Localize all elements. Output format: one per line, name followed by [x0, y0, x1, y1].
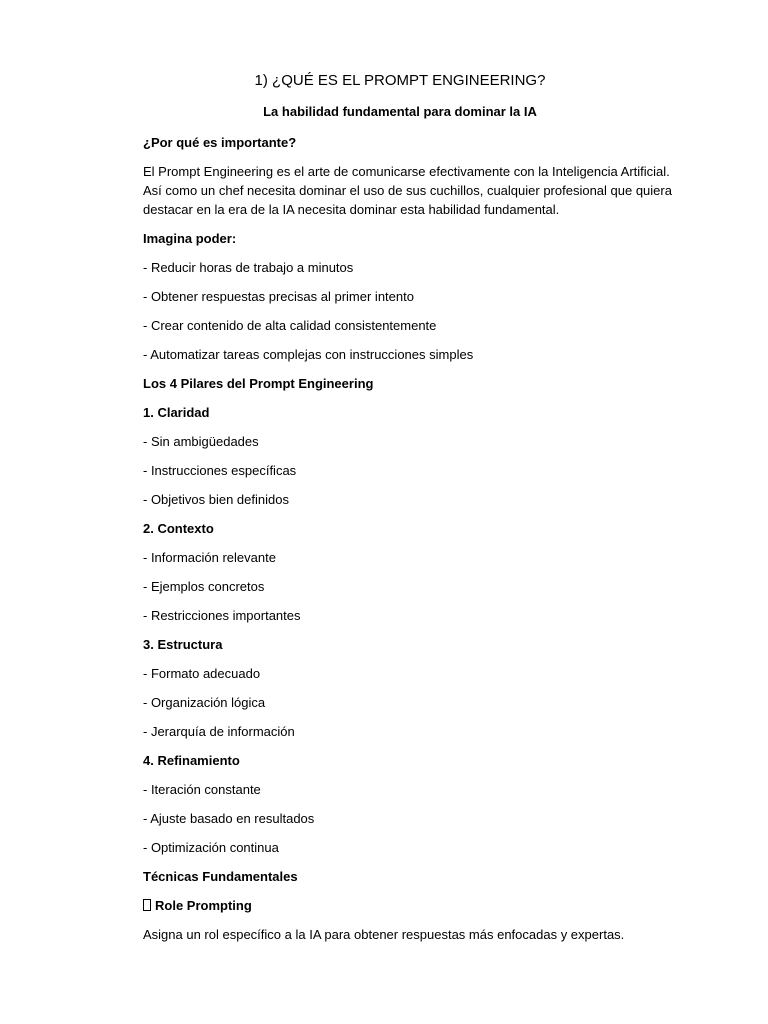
- why-heading: ¿Por qué es importante?: [143, 135, 297, 150]
- missing-glyph-icon: [143, 899, 151, 911]
- pillar-item: - Jerarquía de información: [143, 724, 295, 739]
- imagine-item: - Crear contenido de alta calidad consistentemente: [143, 318, 437, 333]
- page-title: 1) ¿QUÉ ES EL PROMPT ENGINEERING?: [254, 72, 546, 89]
- pillar-item: - Ajuste basado en resultados: [143, 811, 315, 826]
- pillars-heading: Los 4 Pilares del Prompt Engineering: [143, 376, 374, 391]
- techniques-heading: Técnicas Fundamentales: [143, 869, 298, 884]
- pillar-item: - Optimización continua: [143, 840, 279, 855]
- pillar-item: - Instrucciones específicas: [143, 463, 297, 478]
- pillar-item: - Formato adecuado: [143, 666, 261, 681]
- pillar-item: - Sin ambigüedades: [143, 434, 259, 449]
- role-prompting-heading-row: [143, 896, 683, 915]
- pillar-item: - Iteración constante: [143, 782, 261, 797]
- pillar-item: - Restricciones importantes: [143, 608, 301, 623]
- pillar-heading-refinamiento: 4. Refinamiento: [143, 753, 240, 768]
- intro-paragraph: El Prompt Engineering es el arte de comunicarse efectivamente con la Inteligencia Artificial. Así como un chef necesita dominar el uso de sus cuchillos, cualquier profesional que quiera destacar en la era de la IA necesita dominar esta habilidad fundamental.: [143, 164, 672, 217]
- pillar-item: - Objetivos bien definidos: [143, 492, 289, 507]
- imagine-item: - Obtener respuestas precisas al primer intento: [143, 289, 414, 304]
- role-prompting-heading: Role Prompting: [155, 898, 252, 913]
- page-subtitle: La habilidad fundamental para dominar la IA: [263, 104, 537, 119]
- pillar-item: - Información relevante: [143, 550, 276, 565]
- pillar-item: - Organización lógica: [143, 695, 266, 710]
- pillar-item: - Ejemplos concretos: [143, 579, 265, 594]
- pillar-heading-claridad: 1. Claridad: [143, 405, 210, 420]
- pillar-heading-contexto: 2. Contexto: [143, 521, 214, 536]
- imagine-item: - Automatizar tareas complejas con instrucciones simples: [143, 347, 474, 362]
- imagine-heading: Imagina poder:: [143, 231, 237, 246]
- role-prompting-text: Asigna un rol específico a la IA para obtener respuestas más enfocadas y expertas.: [143, 927, 625, 942]
- pillar-heading-estructura: 3. Estructura: [143, 637, 223, 652]
- document-body: [143, 133, 683, 954]
- imagine-item: - Reducir horas de trabajo a minutos: [143, 260, 354, 275]
